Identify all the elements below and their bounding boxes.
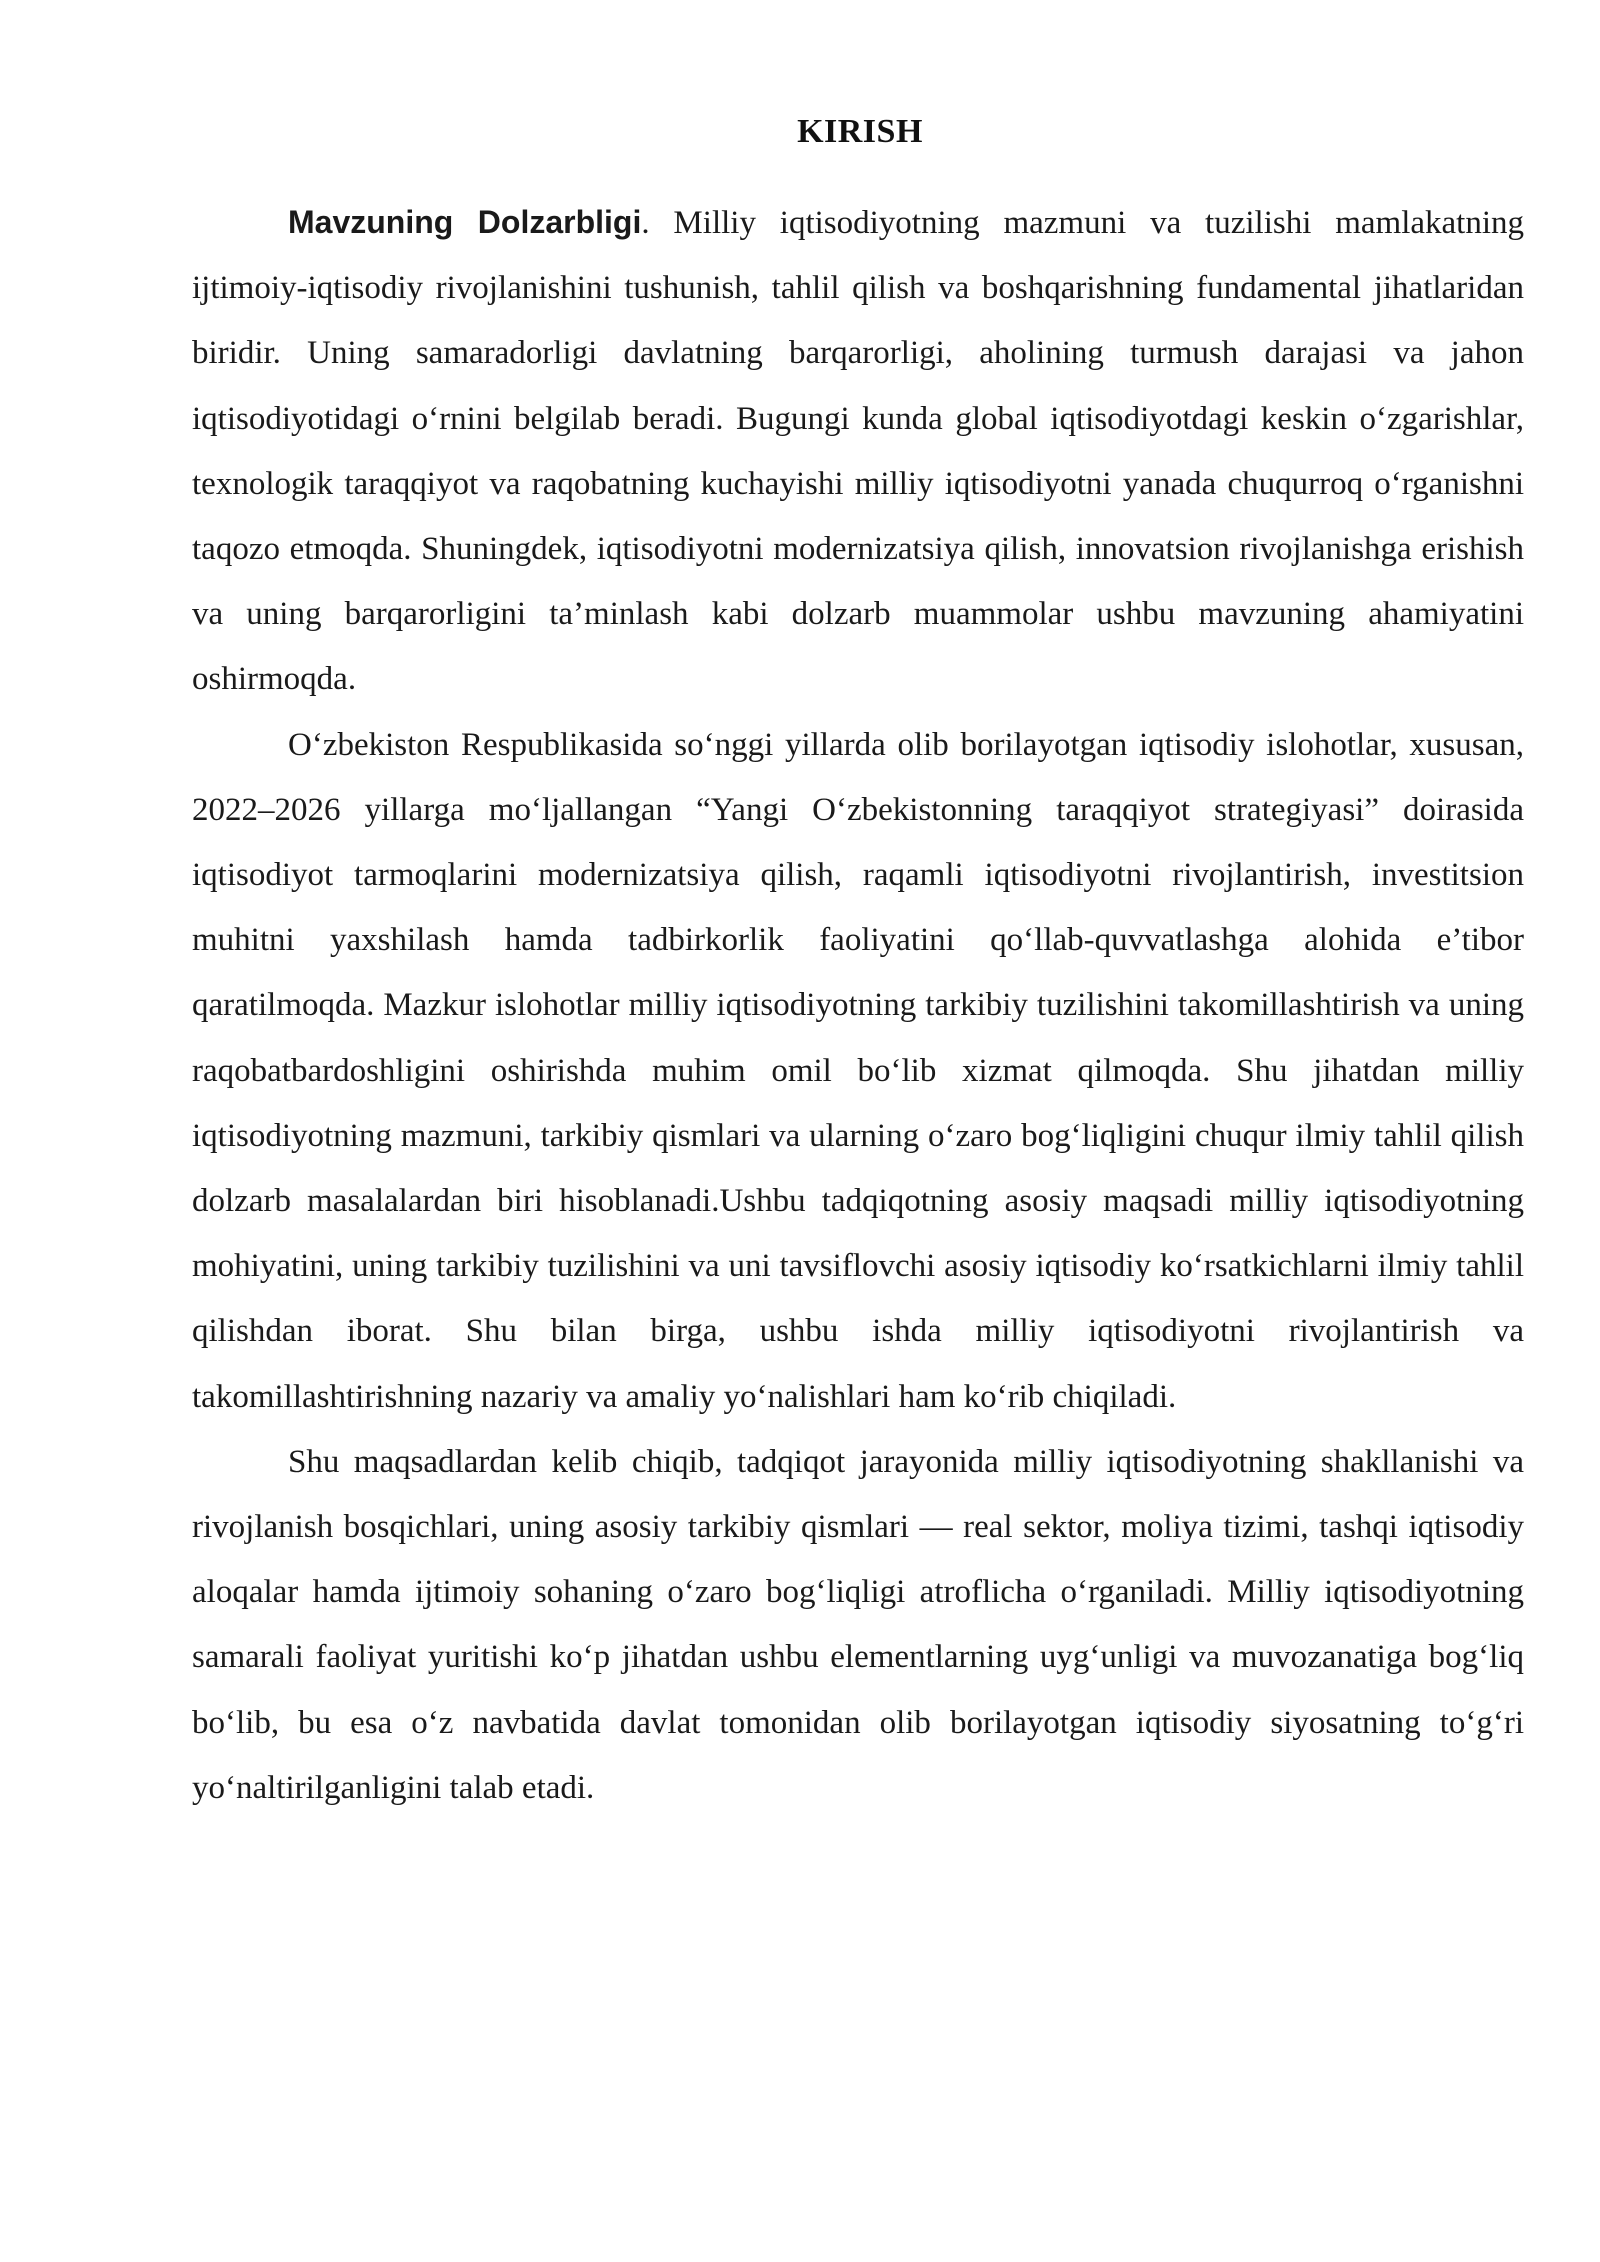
paragraph-text: O‘zbekiston Respublikasida so‘nggi yillarda olib borilayotgan iqtisodiy islohotlar, xususan, 2022–2026 yillarga mo‘ljallangan “Yangi O‘zbekistonning taraqqiyot strategiyasi” doirasida iqtisodiyot tarmoqlarini modernizatsiya qilish, raqamli iqtisodiyotni rivojlantirish, investitsion muhitni yaxshilash hamda tadbirkorlik faoliyatini qo‘llab-quvvatlashga alohida e’tibor qaratilmoqda. Mazkur islohotlar milliy iqtisodiyotning tarkibiy tuzilishini takomillashtirish va uning raqobatbardoshligini oshirishda muhim omil bo‘lib xizmat qilmoqda. Shu jihatdan milliy iqtisodiyotning mazmuni, tarkibiy qismlari va ularning o‘zaro bog‘liqligini chuqur ilmiy tahlil qilish dolzarb masalalardan biri hisoblanadi.Ushbu tadqiqotning asosiy maqsadi milliy iqtisodiyotning mohiyatini, uning tarkibiy tuzilishini va uni tavsiflovchi asosiy iqtisodiy ko‘rsatkichlarni ilmiy tahlil qilishdan iborat. Shu bilan birga, ushbu ishda milliy iqtisodiyotni rivojlantirish va takomillashtirishning nazariy va amaliy yo‘nalishlari ham ko‘rib chiqiladi. — [192, 726, 1524, 1415]
paragraph-text: Shu maqsadlardan kelib chiqib, tadqiqot jarayonida milliy iqtisodiyotning shakllanishi va rivojlanish bosqichlari, uning asosiy tarkibiy qismlari — real sektor, moliya tizimi, tashqi iqtisodiy aloqalar hamda ijtimoiy sohaning o‘zaro bog‘liqligi atroflicha o‘rganiladi. Milliy iqtisodiyotning samarali faoliyat yuritishi ko‘p jihatdan ushbu elementlarning uyg‘unligi va muvozanatiga bog‘liq bo‘lib, bu esa o‘z navbatida davlat tomonidan olib borilayotgan iqtisodiy siyosatning to‘g‘ri yo‘naltirilganligini talab etadi. — [192, 1443, 1524, 1806]
paragraph-lead: Mavzuning Dolzarbligi — [288, 204, 642, 240]
document-body — [192, 190, 1524, 1821]
page-title: KIRISH — [797, 113, 923, 150]
paragraph-objectives — [192, 1430, 1524, 1821]
paragraph-text: . Milliy iqtisodiyotning mazmuni va tuzilishi mamlakatning ijtimoiy-iqtisodiy rivojlanishini tushunish, tahlil qilish va boshqarishning fundamental jihatlaridan biridir. Uning samaradorligi davlatning barqarorligi, aholining turmush darajasi va jahon iqtisodiyotidagi o‘rnini belgilab beradi. Bugungi kunda global iqtisodiyotdagi keskin o‘zgarishlar, texnologik taraqqiyot va raqobatning kuchayishi milliy iqtisodiyotni yanada chuqurroq o‘rganishni taqozo etmoqda. Shuningdek, iqtisodiyotni modernizatsiya qilish, innovatsion rivojlanishga erishish va uning barqarorligini ta’minlash kabi dolzarb muammolar ushbu mavzuning ahamiyatini oshirmoqda. — [192, 205, 1524, 698]
paragraph-relevance — [192, 190, 1524, 713]
paragraph-reforms — [192, 713, 1524, 1430]
